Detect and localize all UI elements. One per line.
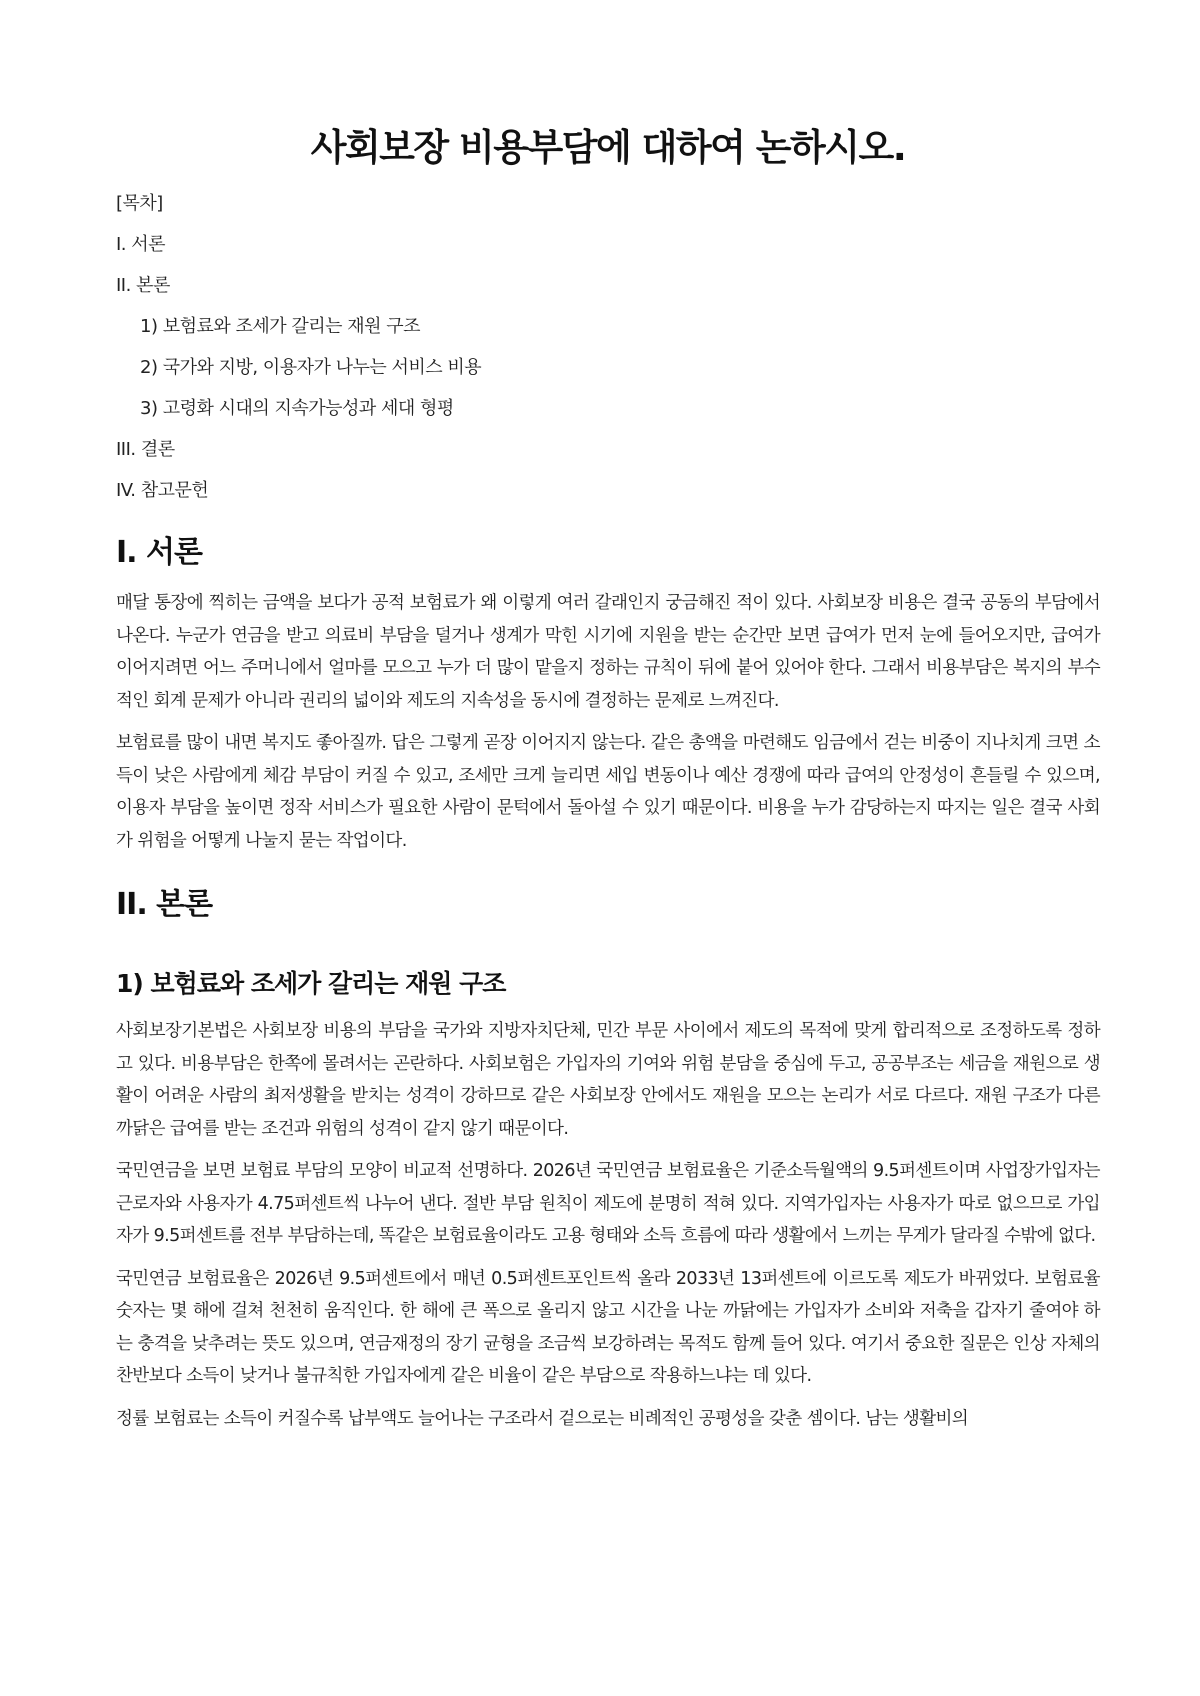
- body-paragraph: 국민연금 보험료율은 2026년 9.5퍼센트에서 매년 0.5퍼센트포인트씩 올라 2033년 13퍼센트에 이르도록 제도가 바뀌었다. 보험료율 숫자는 몇 해에 걸쳐 천천히 움직인다. 한 해에 큰 폭으로 올리지 않고 시간을 나눈 까닭에는 가입자가 소비와 저축을 갑자기 줄여야 하는 충격을 낮추려는 뜻도 있으며, 연금재정의 장기 균형을 조금씩 보강하려는 목적도 함께 들어 있다. 여기서 중요한 질문은 인상 자체의 찬반보다 소득이 낮거나 불규칙한 가입자에게 같은 비율이 같은 부담으로 작용하느냐는 데 있다.: [116, 1268, 1100, 1386]
- toc-item-intro: I. 서론: [116, 234, 166, 255]
- document-page: [116, 0, 1100, 1445]
- section-heading-intro: I. 서론: [116, 535, 202, 570]
- section-heading-body: II. 본론: [116, 887, 213, 922]
- table-of-contents: [116, 192, 1100, 503]
- body-paragraph: 사회보장기본법은 사회보장 비용의 부담을 국가와 지방자치단체, 민간 부문 사이에서 제도의 목적에 맞게 합리적으로 조정하도록 정하고 있다. 비용부담은 한쪽에 몰려서는 곤란하다. 사회보험은 가입자의 기여와 위험 분담을 중심에 두고, 공공부조는 세금을 재원으로 생활이 어려운 사람의 최저생활을 받치는 성격이 강하므로 같은 사회보장 안에서도 재원을 모으는 논리가 서로 다르다. 재원 구조가 다른 까닭은 급여를 받는 조건과 위험의 성격이 같지 않기 때문이다.: [116, 1021, 1100, 1139]
- toc-item-body: II. 본론: [116, 275, 170, 296]
- document-title: 사회보장 비용부담에 대하여 논하시오.: [310, 126, 906, 169]
- intro-paragraph: 보험료를 많이 내면 복지도 좋아질까. 답은 그렇게 곧장 이어지지 않는다. 같은 총액을 마련해도 임금에서 걷는 비중이 지나치게 크면 소득이 낮은 사람에게 체감 부담이 커질 수 있고, 조세만 크게 늘리면 세입 변동이나 예산 경쟁에 따라 급여의 안정성이 흔들릴 수 있으며, 이용자 부담을 높이면 정작 서비스가 필요한 사람이 문턱에서 돌아설 수 있기 때문이다. 비용을 누가 감당하는지 따지는 일은 결국 사회가 위험을 어떻게 나눌지 묻는 작업이다.: [116, 733, 1100, 851]
- toc-item-conclusion: III. 결론: [116, 439, 175, 460]
- subsection-heading-1: 1) 보험료와 조세가 갈리는 재원 구조: [116, 969, 506, 998]
- body-paragraph: 국민연금을 보면 보험료 부담의 모양이 비교적 선명하다. 2026년 국민연금 보험료율은 기준소득월액의 9.5퍼센트이며 사업장가입자는 근로자와 사용자가 4.75퍼센트씩 나누어 낸다. 절반 부담 원칙이 제도에 분명히 적혀 있다. 지역가입자는 사용자가 따로 없으므로 가입자가 9.5퍼센트를 전부 부담하는데, 똑같은 보험료율이라도 고용 형태와 소득 흐름에 따라 생활에서 느끼는 무게가 달라질 수밖에 없다.: [116, 1161, 1100, 1246]
- body-paragraph: 정률 보험료는 소득이 커질수록 납부액도 늘어나는 구조라서 겉으로는 비례적인 공평성을 갖춘 셈이다. 남는 생활비의: [116, 1408, 969, 1429]
- toc-heading: [목차]: [116, 193, 163, 214]
- toc-item-body-1: 1) 보험료와 조세가 갈리는 재원 구조: [140, 316, 421, 337]
- toc-item-body-2: 2) 국가와 지방, 이용자가 나누는 서비스 비용: [140, 357, 482, 378]
- toc-item-body-3: 3) 고령화 시대의 지속가능성과 세대 형평: [140, 398, 454, 419]
- intro-paragraph: 매달 통장에 찍히는 금액을 보다가 공적 보험료가 왜 이렇게 여러 갈래인지 궁금해진 적이 있다. 사회보장 비용은 결국 공동의 부담에서 나온다. 누군가 연금을 받고 의료비 부담을 덜거나 생계가 막힌 시기에 지원을 받는 순간만 보면 급여가 먼저 눈에 들어오지만, 급여가 이어지려면 어느 주머니에서 얼마를 모으고 누가 더 많이 맡을지 정하는 규칙이 뒤에 붙어 있어야 한다. 그래서 비용부담은 복지의 부수적인 회계 문제가 아니라 권리의 넓이와 제도의 지속성을 동시에 결정하는 문제로 느껴진다.: [116, 593, 1100, 711]
- toc-item-references: IV. 참고문헌: [116, 480, 209, 501]
